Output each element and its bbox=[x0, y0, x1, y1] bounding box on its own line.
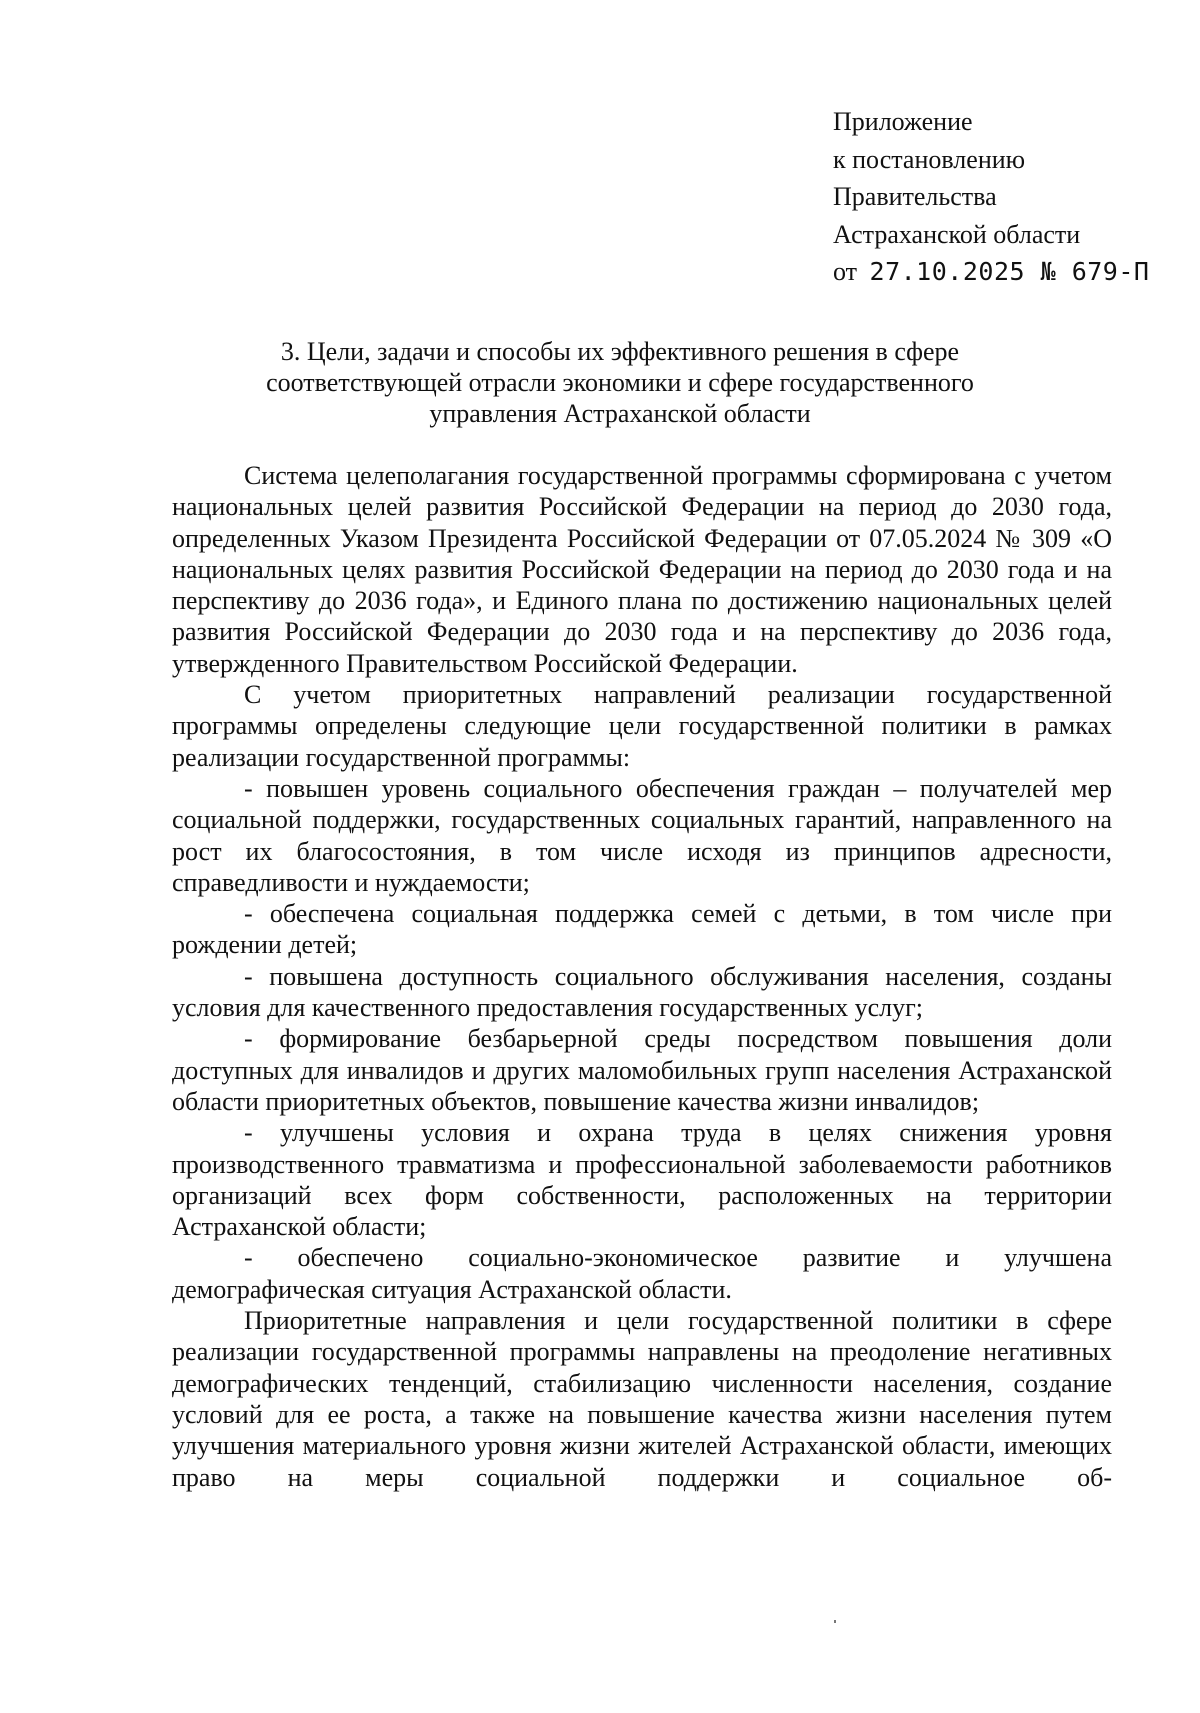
heading-line: управления Астраханской области bbox=[429, 399, 811, 428]
heading-line: 3. Цели, задачи и способы их эффективного решения в сфере bbox=[280, 337, 960, 366]
appendix-date-row bbox=[833, 253, 1163, 291]
section-heading bbox=[200, 336, 1040, 429]
goal-list-item: - повышен уровень социального обеспечения граждан – получателей мер социальной поддержки, государственных социальных гарантий, направленного на рост их благосостояния, в том числе исходя из принципов адресности, справедливости и нуждаемости; bbox=[172, 773, 1112, 897]
document-body bbox=[172, 460, 1112, 1493]
paragraph: С учетом приоритетных направлений реализации государственной программы определены следующие цели государственной политики в рамках реализации государственной программы: bbox=[172, 680, 1112, 772]
goal-list-item: - обеспечено социально-экономическое развитие и улучшена демографическая ситуация Астраханской области. bbox=[172, 1243, 1112, 1304]
goal-list-item: - обеспечена социальная поддержка семей с детьми, в том числе при рождении детей; bbox=[172, 899, 1112, 960]
heading-line: соответствующей отрасли экономики и сфере государственного bbox=[266, 368, 974, 397]
scan-speck bbox=[834, 1620, 836, 1623]
date-number-stamp: 27.10.2025 № 679-П bbox=[869, 257, 1150, 286]
goal-list-item: - улучшены условия и охрана труда в целях снижения уровня производственного травматизма и профессиональной заболеваемости работников организаций всех форм собственности, расположенных на территории Астраханской области; bbox=[172, 1118, 1112, 1242]
appendix-line: Астраханской области bbox=[833, 219, 1081, 249]
appendix-block bbox=[833, 103, 1163, 291]
appendix-line: к постановлению bbox=[833, 144, 1026, 174]
paragraph: Система целеполагания государственной программы сформирована с учетом национальных целей развития Российской Федерации на период до 2030 года, определенных Указом Президента Российской Федерации от 07.05.2024 № 309 «О национальных целях развития Российской Федерации на период до 2030 года и на перспективу до 2036 года», и Единого плана по достижению национальных целей развития Российской Федерации до 2030 года и на перспективу до 2036 года, утвержденного Правительством Российской Федерации. bbox=[172, 461, 1112, 678]
date-prefix: от bbox=[833, 257, 858, 286]
goal-list-item: - формирование безбарьерной среды посредством повышения доли доступных для инвалидов и других маломобильных групп населения Астраханской области приоритетных объектов, повышение качества жизни инвалидов; bbox=[172, 1024, 1112, 1116]
paragraph: Приоритетные направления и цели государственной политики в сфере реализации государственной программы направлены на преодоление негативных демографических тенденций, стабилизацию численности населения, создание условий для ее роста, а также на повышение качества жизни населения путем улучшения материального уровня жизни жителей Астраханской области, имеющих право на меры социальной поддержки и социальное об- bbox=[172, 1306, 1112, 1492]
goal-list-item: - повышена доступность социального обслуживания населения, созданы условия для качественного предоставления государственных услуг; bbox=[172, 961, 1112, 1023]
appendix-line: Правительства bbox=[833, 182, 997, 211]
appendix-line: Приложение bbox=[833, 107, 973, 136]
